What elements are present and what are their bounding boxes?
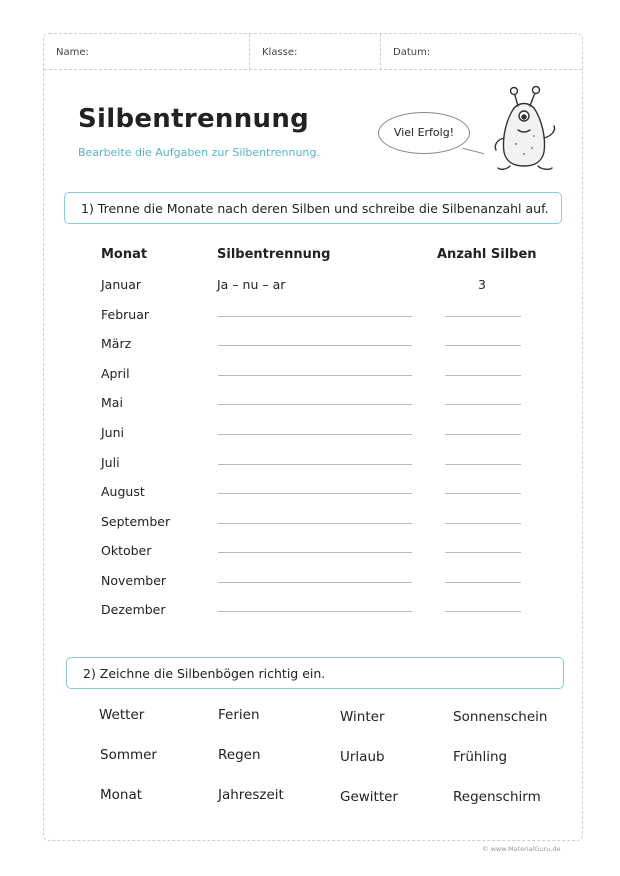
count-answer-line[interactable] [445,493,521,494]
header-fields [44,34,582,70]
word-item: Wetter [99,707,145,723]
count-answer-line[interactable] [445,464,521,465]
word-item: Gewitter [340,789,399,805]
syllable-answer-line[interactable] [218,345,412,346]
task1-instruction-box [64,192,562,224]
month-label: September [101,514,171,529]
word-item: Regenschirm [453,789,541,805]
syllable-answer-line[interactable] [218,434,412,435]
count-answer-line[interactable] [445,345,521,346]
copyright-footer: © www.MaterialGuru.de [482,845,561,853]
column-header-month: Monat [101,247,148,262]
name-field[interactable] [44,34,249,70]
count-answer: 3 [478,277,486,292]
name-label: Name: [56,47,89,58]
syllable-answer: Ja – nu – ar [217,277,286,292]
month-label: Juni [101,425,125,440]
count-answer-line[interactable] [445,582,521,583]
page-title: Silbentrennung [78,104,310,134]
count-answer-line[interactable] [445,434,521,435]
month-label: Januar [101,277,141,292]
count-answer-line[interactable] [445,375,521,376]
syllable-answer-line[interactable] [218,582,412,583]
count-answer-line[interactable] [445,523,521,524]
month-label: April [101,366,130,381]
task1-instruction: 1) Trenne die Monate nach deren Silben und schreibe die Silbenanzahl auf. [81,201,549,216]
date-field[interactable] [380,34,584,70]
page-subtitle: Bearbeite die Aufgaben zur Silbentrennung. [78,146,320,159]
word-item: Ferien [218,707,260,723]
word-item: Regen [218,747,261,763]
task2-instruction-box [66,657,564,689]
task2-instruction: 2) Zeichne die Silbenbögen richtig ein. [83,666,326,681]
word-item: Urlaub [340,749,385,765]
month-label: Oktober [101,543,152,558]
month-label: Mai [101,395,123,410]
word-item: Frühling [453,749,508,765]
month-label: Juli [101,455,120,470]
column-header-count: Anzahl Silben [437,247,537,262]
month-label: März [101,336,132,351]
word-item: Sonnenschein [453,709,548,725]
count-answer-line[interactable] [445,552,521,553]
syllable-answer-line[interactable] [218,552,412,553]
syllable-answer-line[interactable] [218,611,412,612]
word-item: Sommer [100,747,157,763]
class-field[interactable] [249,34,380,70]
month-label: Februar [101,307,149,322]
date-label: Datum: [393,47,431,58]
month-label: November [101,573,167,588]
syllable-answer-line[interactable] [218,523,412,524]
syllable-answer-line[interactable] [218,404,412,405]
class-label: Klasse: [262,47,298,58]
month-label: August [101,484,145,499]
word-item: Jahreszeit [218,787,284,803]
count-answer-line[interactable] [445,404,521,405]
speech-bubble [378,112,470,154]
monster-illustration [488,86,560,172]
month-label: Dezember [101,602,166,617]
speech-bubble-text: Viel Erfolg! [393,126,455,139]
word-item: Winter [340,709,385,725]
syllable-answer-line[interactable] [218,493,412,494]
syllable-answer-line[interactable] [218,464,412,465]
syllable-answer-line[interactable] [218,375,412,376]
word-item: Monat [100,787,143,803]
count-answer-line[interactable] [445,611,521,612]
count-answer-line[interactable] [445,316,521,317]
column-header-syllables: Silbentrennung [217,247,331,262]
syllable-answer-line[interactable] [218,316,412,317]
